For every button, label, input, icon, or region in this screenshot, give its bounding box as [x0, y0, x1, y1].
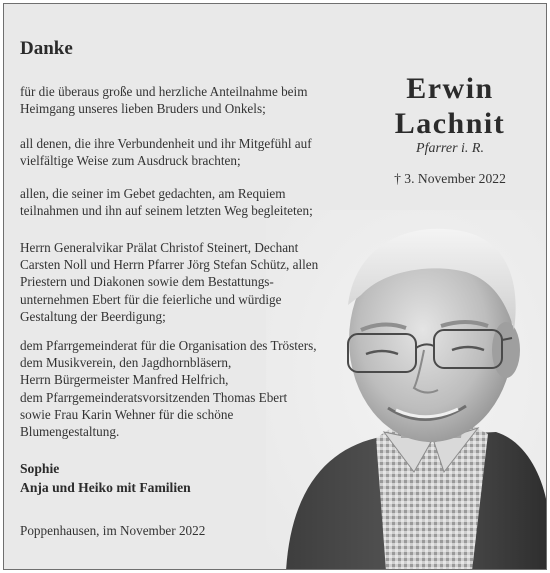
text-line: für die überaus große und herzliche Anteilnahme beim — [20, 84, 308, 99]
text-line: Herrn Bürgermeister Manfred Helfrich, — [20, 372, 229, 388]
text-line: allen, die seiner im Gebet gedachten, am Requiem — [20, 186, 286, 201]
obituary-notice — [3, 3, 547, 570]
text-line: unternehmen Ebert für die feierliche und würdige — [20, 291, 282, 307]
deceased-role: Pfarrer i. R. — [416, 141, 484, 156]
text-line: teilnahmen und ihn auf seinem letzten Weg begleiteten; — [20, 203, 313, 219]
text-line: all denen, die ihre Verbundenheit und ihr Mitgefühl auf — [20, 136, 312, 151]
deceased-last-name: Lachnit — [394, 107, 506, 140]
signature-line: Sophie — [20, 461, 60, 476]
deceased-first-name: Erwin — [406, 72, 494, 105]
text-line: Carsten Noll und Herrn Pfarrer Jörg Stefan Schütz, allen — [20, 257, 319, 273]
place-date: Poppenhausen, im November 2022 — [20, 523, 206, 538]
text-line: Blumengestaltung. — [20, 424, 120, 440]
thanks-paragraph-1 — [20, 83, 360, 117]
thanks-paragraph-2 — [20, 135, 360, 169]
text-line: Herrn Generalvikar Prälat Christof Steinert, Dechant — [20, 240, 299, 255]
heading: Danke — [20, 38, 73, 59]
text-line: sowie Frau Karin Wehner für die schöne — [20, 406, 234, 422]
signature — [20, 460, 320, 497]
signature-line: Anja und Heiko mit Familien — [20, 479, 191, 495]
text-line: Gestaltung der Beerdigung; — [20, 308, 166, 324]
text-line: dem Pfarrgemeinderat für die Organisation des Trösters, — [20, 338, 317, 353]
thanks-paragraph-3 — [20, 185, 360, 219]
thanks-paragraph-5 — [20, 337, 360, 440]
death-date: † 3. November 2022 — [394, 171, 506, 186]
text-line: Priestern und Diakonen sowie dem Bestattungs- — [20, 274, 274, 290]
text-line: vielfältige Weise zum Ausdruck brachten; — [20, 153, 241, 169]
text-line: dem Musikverein, den Jagdhornbläsern, — [20, 355, 232, 371]
text-line: Heimgang unseres lieben Bruders und Onkels; — [20, 101, 266, 117]
text-line: dem Pfarrgemeinderatsvorsitzenden Thomas Ebert — [20, 389, 288, 405]
thanks-paragraph-4 — [20, 239, 360, 325]
